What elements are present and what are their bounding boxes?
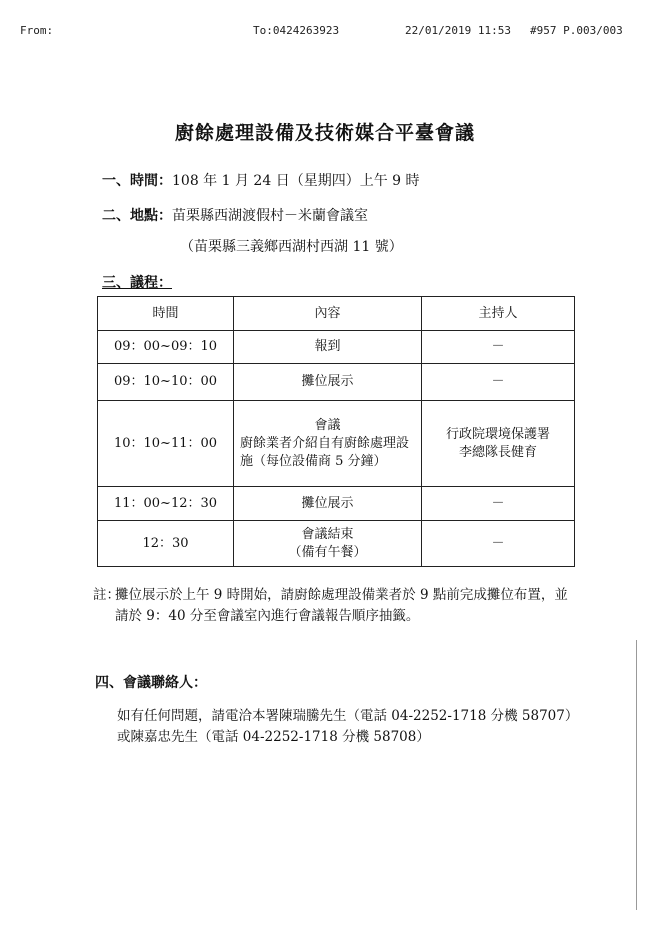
table-row [98,401,575,487]
location-address: （苗栗縣三義鄉西湖村西湖 11 號） [180,239,403,255]
fax-page: #957 P.003/003 [530,24,623,37]
row-time: 09：00~09：10 [98,331,234,364]
contact-text: 如有任何問題，請電洽本署陳瑞騰先生（電話 04-2252-1718 分機 58707）或陳嘉忠先生（電話 04-2252-1718 分機 58708） [117,708,579,745]
row-content-detail: 廚餘業者介紹自有廚餘處理設施（每位設備商 5 分鐘） [240,435,410,469]
table-row [98,521,575,567]
time-label: 一、時間： [102,173,172,189]
agenda-table [97,296,575,567]
row-host-line2: 李總隊長健育 [458,444,537,460]
table-row [98,331,575,364]
row-host: － [422,487,575,521]
document-title: 廚餘處理設備及技術媒合平臺會議 [174,122,475,144]
header-host: 主持人 [422,297,575,331]
row-content-title: 會議結束 [301,526,354,542]
location-label: 二、地點： [102,208,172,224]
row-host-line1: 行政院環境保護署 [445,426,550,442]
row-time: 09：10~10：00 [98,364,234,401]
row-host: － [422,331,575,364]
row-content [234,401,422,487]
row-host: － [422,364,575,401]
note-label: 註： [93,587,120,603]
header-content: 內容 [234,297,422,331]
time-line [102,170,420,190]
header-time: 時間 [98,297,234,331]
row-time: 10：10~11：00 [98,401,234,487]
note-text: 攤位展示於上午 9 時開始，請廚餘處理設備業者於 9 點前完成攤位布置，並請於 9：40 分至會議室內進行會議報告順序抽籤。 [115,587,568,624]
agenda-note [93,585,573,627]
row-content: 攤位展示 [234,364,422,401]
time-value: 108 年 1 月 24 日（星期四）上午 9 時 [172,173,420,189]
location-line [102,205,368,225]
row-content: 報到 [234,331,422,364]
location-value: 苗栗縣西湖渡假村－米蘭會議室 [172,208,368,224]
row-content-title: 會議 [314,417,341,433]
row-time: 12：30 [98,521,234,567]
table-header-row [98,297,575,331]
row-content: 攤位展示 [234,487,422,521]
row-content [234,521,422,567]
row-host [422,401,575,487]
table-row [98,487,575,521]
fax-to: To:0424263923 [253,24,340,37]
fax-datetime: 22/01/2019 11:53 [405,24,511,37]
table-row [98,364,575,401]
agenda-label: 三、議程： [102,275,172,291]
scan-edge-line [636,640,637,910]
fax-from: From: [20,24,54,37]
contact-label: 四、會議聯絡人： [95,675,207,691]
row-content-detail: （備有午餐） [288,544,367,560]
row-time: 11：00~12：30 [98,487,234,521]
row-host: － [422,521,575,567]
